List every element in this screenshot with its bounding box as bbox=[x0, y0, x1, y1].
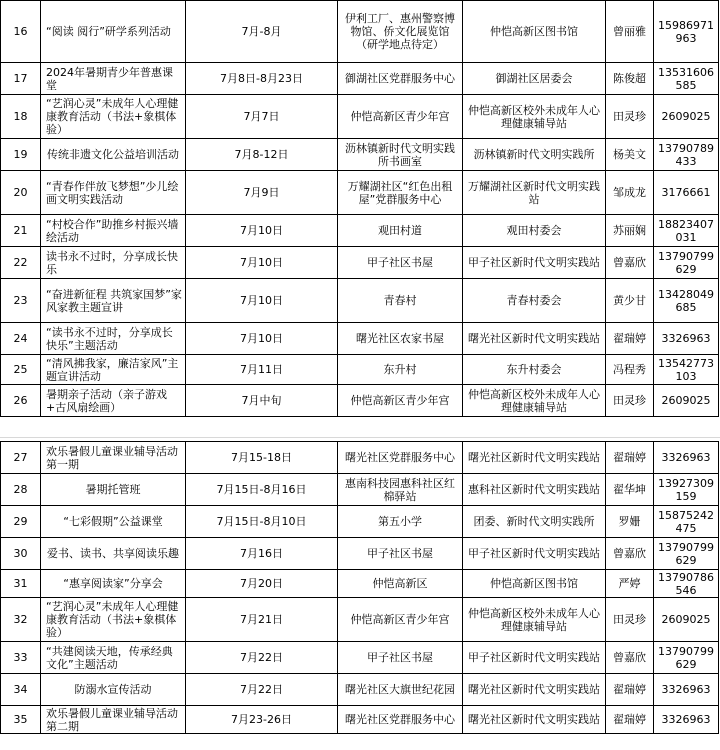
row-number: 35 bbox=[1, 706, 41, 734]
organizer: 甲子社区新时代文明实践站 bbox=[463, 642, 606, 674]
activity-name: “村校合作”助推乡村振兴墙绘活动 bbox=[41, 215, 186, 247]
activity-place: 曙光社区农家书屋 bbox=[338, 323, 463, 355]
table-row bbox=[1, 171, 719, 215]
table-row bbox=[1, 63, 719, 95]
activity-name: “艺润心灵”未成年人心理健康教育活动（书法+象棋体验） bbox=[41, 95, 186, 139]
activity-place: 仲恺高新区青少年宫 bbox=[338, 385, 463, 417]
organizer: 甲子社区新时代文明实践站 bbox=[463, 247, 606, 279]
contact-person: 曾丽雅 bbox=[606, 1, 654, 63]
row-number: 31 bbox=[1, 570, 41, 598]
activity-name: “七彩假期”公益课堂 bbox=[41, 506, 186, 538]
contact-phone: 13790786546 bbox=[654, 570, 719, 598]
activity-time: 7月11日 bbox=[186, 355, 338, 385]
table-row bbox=[1, 570, 719, 598]
activity-place: 甲子社区书屋 bbox=[338, 538, 463, 570]
row-number: 26 bbox=[1, 385, 41, 417]
contact-phone: 15875242475 bbox=[654, 506, 719, 538]
table-row bbox=[1, 95, 719, 139]
table-row bbox=[1, 139, 719, 171]
contact-phone: 3326963 bbox=[654, 323, 719, 355]
contact-person: 翟瑞婷 bbox=[606, 706, 654, 734]
row-number: 27 bbox=[1, 442, 41, 474]
organizer: 仲恺高新区校外未成年人心理健康辅导站 bbox=[463, 95, 606, 139]
activity-time: 7月22日 bbox=[186, 674, 338, 706]
contact-phone: 15986971963 bbox=[654, 1, 719, 63]
table-row bbox=[1, 474, 719, 506]
organizer: 曙光社区新时代文明实践站 bbox=[463, 442, 606, 474]
organizer: 仲恺高新区图书馆 bbox=[463, 570, 606, 598]
contact-phone: 3176661 bbox=[654, 171, 719, 215]
contact-person: 苏丽娴 bbox=[606, 215, 654, 247]
table-row bbox=[1, 323, 719, 355]
contact-person: 翟华坤 bbox=[606, 474, 654, 506]
contact-phone: 13790799629 bbox=[654, 642, 719, 674]
activity-name: “阅读 阅行”研学系列活动 bbox=[41, 1, 186, 63]
organizer: 曙光社区新时代文明实践站 bbox=[463, 323, 606, 355]
organizer: 仲恺高新区图书馆 bbox=[463, 1, 606, 63]
activity-place: 青春村 bbox=[338, 279, 463, 323]
row-number: 32 bbox=[1, 598, 41, 642]
contact-person: 翟瑞婷 bbox=[606, 442, 654, 474]
row-number: 34 bbox=[1, 674, 41, 706]
activity-time: 7月8日-8月23日 bbox=[186, 63, 338, 95]
table-row bbox=[1, 706, 719, 734]
contact-person: 田灵珍 bbox=[606, 95, 654, 139]
organizer: 沥林镇新时代文明实践所 bbox=[463, 139, 606, 171]
row-number: 20 bbox=[1, 171, 41, 215]
activity-time: 7月21日 bbox=[186, 598, 338, 642]
row-number: 29 bbox=[1, 506, 41, 538]
organizer: 仲恺高新区校外未成年人心理健康辅导站 bbox=[463, 385, 606, 417]
contact-person: 翟瑞婷 bbox=[606, 323, 654, 355]
activity-place: 观田村道 bbox=[338, 215, 463, 247]
activity-time: 7月10日 bbox=[186, 279, 338, 323]
row-number: 17 bbox=[1, 63, 41, 95]
contact-phone: 18823407031 bbox=[654, 215, 719, 247]
contact-phone: 13428049685 bbox=[654, 279, 719, 323]
table-row bbox=[1, 642, 719, 674]
activity-name: 欢乐暑假儿童课业辅导活动第一期 bbox=[41, 442, 186, 474]
row-number: 21 bbox=[1, 215, 41, 247]
contact-person: 曾嘉欣 bbox=[606, 642, 654, 674]
table-row bbox=[1, 215, 719, 247]
activity-time: 7月23-26日 bbox=[186, 706, 338, 734]
activity-name: 暑期亲子活动（亲子游戏+古风扇绘画） bbox=[41, 385, 186, 417]
row-number: 23 bbox=[1, 279, 41, 323]
activity-name: “奋进新征程 共筑家国梦”家风家教主题宣讲 bbox=[41, 279, 186, 323]
row-number: 28 bbox=[1, 474, 41, 506]
activity-time: 7月9日 bbox=[186, 171, 338, 215]
contact-phone: 2609025 bbox=[654, 598, 719, 642]
contact-person: 罗姗 bbox=[606, 506, 654, 538]
contact-phone: 2609025 bbox=[654, 385, 719, 417]
activity-place: 万耀湖社区“红色出租屋”党群服务中心 bbox=[338, 171, 463, 215]
row-number: 16 bbox=[1, 1, 41, 63]
contact-phone: 13790799629 bbox=[654, 538, 719, 570]
contact-person: 邹成龙 bbox=[606, 171, 654, 215]
row-number: 24 bbox=[1, 323, 41, 355]
organizer: 惠科社区新时代文明实践站 bbox=[463, 474, 606, 506]
activity-name: 防溺水宣传活动 bbox=[41, 674, 186, 706]
contact-person: 陈俊超 bbox=[606, 63, 654, 95]
row-number: 22 bbox=[1, 247, 41, 279]
organizer: 东升村委会 bbox=[463, 355, 606, 385]
activity-time: 7月15-18日 bbox=[186, 442, 338, 474]
activity-place: 惠南科技园惠科社区红棉驿站 bbox=[338, 474, 463, 506]
activity-place: 曙光社区大旗世纪花园 bbox=[338, 674, 463, 706]
table-row bbox=[1, 598, 719, 642]
activity-name: “青春作伴放飞梦想”少儿绘画文明实践活动 bbox=[41, 171, 186, 215]
activity-place: 仲恺高新区青少年宫 bbox=[338, 598, 463, 642]
organizer: 观田村委会 bbox=[463, 215, 606, 247]
activity-name: “清风拂我家，廉洁家风”主题宣讲活动 bbox=[41, 355, 186, 385]
activity-time: 7月15日-8月16日 bbox=[186, 474, 338, 506]
contact-phone: 13531606585 bbox=[654, 63, 719, 95]
activity-table-lower bbox=[0, 441, 719, 734]
contact-person: 黄少甘 bbox=[606, 279, 654, 323]
activity-time: 7月10日 bbox=[186, 215, 338, 247]
activity-name: “惠享阅读家”分享会 bbox=[41, 570, 186, 598]
activity-time: 7月10日 bbox=[186, 247, 338, 279]
activity-time: 7月22日 bbox=[186, 642, 338, 674]
activity-place: 仲恺高新区青少年宫 bbox=[338, 95, 463, 139]
row-number: 18 bbox=[1, 95, 41, 139]
activity-place: 曙光社区党群服务中心 bbox=[338, 706, 463, 734]
activity-name: “读书永不过时，分享成长快乐”主题活动 bbox=[41, 323, 186, 355]
contact-phone: 2609025 bbox=[654, 95, 719, 139]
activity-name: 欢乐暑假儿童课业辅导活动第二期 bbox=[41, 706, 186, 734]
contact-person: 田灵珍 bbox=[606, 598, 654, 642]
activity-place: 第五小学 bbox=[338, 506, 463, 538]
activity-name: 暑期托管班 bbox=[41, 474, 186, 506]
contact-phone: 13790789433 bbox=[654, 139, 719, 171]
row-number: 30 bbox=[1, 538, 41, 570]
contact-phone: 13927309159 bbox=[654, 474, 719, 506]
page-divider bbox=[0, 437, 720, 438]
organizer: 仲恺高新区校外未成年人心理健康辅导站 bbox=[463, 598, 606, 642]
contact-person: 冯程秀 bbox=[606, 355, 654, 385]
activity-time: 7月8-12日 bbox=[186, 139, 338, 171]
organizer: 团委、新时代文明实践所 bbox=[463, 506, 606, 538]
contact-person: 曾嘉欣 bbox=[606, 538, 654, 570]
table-row bbox=[1, 279, 719, 323]
activity-place: 伊利工厂、惠州警察博物馆、侨文化展览馆（研学地点待定） bbox=[338, 1, 463, 63]
activity-place: 甲子社区书屋 bbox=[338, 247, 463, 279]
contact-person: 翟瑞婷 bbox=[606, 674, 654, 706]
contact-person: 严婷 bbox=[606, 570, 654, 598]
organizer: 曙光社区新时代文明实践站 bbox=[463, 706, 606, 734]
activity-place: 曙光社区党群服务中心 bbox=[338, 442, 463, 474]
activity-name: 2024年暑期青少年普惠课堂 bbox=[41, 63, 186, 95]
activity-place: 甲子社区书屋 bbox=[338, 642, 463, 674]
table-row bbox=[1, 674, 719, 706]
table-row bbox=[1, 442, 719, 474]
organizer: 青春村委会 bbox=[463, 279, 606, 323]
contact-person: 田灵珍 bbox=[606, 385, 654, 417]
row-number: 33 bbox=[1, 642, 41, 674]
contact-person: 曾嘉欣 bbox=[606, 247, 654, 279]
organizer: 万耀湖社区新时代文明实践站 bbox=[463, 171, 606, 215]
organizer: 御湖社区居委会 bbox=[463, 63, 606, 95]
activity-time: 7月16日 bbox=[186, 538, 338, 570]
table-row bbox=[1, 538, 719, 570]
contact-person: 杨美文 bbox=[606, 139, 654, 171]
contact-phone: 3326963 bbox=[654, 674, 719, 706]
row-number: 25 bbox=[1, 355, 41, 385]
activity-name: “艺润心灵”未成年人心理健康教育活动（书法+象棋体验） bbox=[41, 598, 186, 642]
activity-place: 仲恺高新区 bbox=[338, 570, 463, 598]
contact-phone: 3326963 bbox=[654, 442, 719, 474]
activity-name: 读书永不过时，分享成长快乐 bbox=[41, 247, 186, 279]
activity-name: 传统非遗文化公益培训活动 bbox=[41, 139, 186, 171]
activity-time: 7月中旬 bbox=[186, 385, 338, 417]
table-row bbox=[1, 355, 719, 385]
activity-name: 爱书、读书、共享阅读乐趣 bbox=[41, 538, 186, 570]
activity-place: 沥林镇新时代文明实践所书画室 bbox=[338, 139, 463, 171]
row-number: 19 bbox=[1, 139, 41, 171]
organizer: 甲子社区新时代文明实践站 bbox=[463, 538, 606, 570]
table-row bbox=[1, 506, 719, 538]
contact-phone: 13542773103 bbox=[654, 355, 719, 385]
organizer: 曙光社区新时代文明实践站 bbox=[463, 674, 606, 706]
table-row bbox=[1, 1, 719, 63]
activity-time: 7月10日 bbox=[186, 323, 338, 355]
activity-place: 东升村 bbox=[338, 355, 463, 385]
activity-time: 7月15日-8月10日 bbox=[186, 506, 338, 538]
activity-time: 7月-8月 bbox=[186, 1, 338, 63]
contact-phone: 3326963 bbox=[654, 706, 719, 734]
activity-place: 御湖社区党群服务中心 bbox=[338, 63, 463, 95]
table-row bbox=[1, 385, 719, 417]
activity-name: “共建阅读天地，传承经典文化”主题活动 bbox=[41, 642, 186, 674]
table-row bbox=[1, 247, 719, 279]
activity-time: 7月20日 bbox=[186, 570, 338, 598]
contact-phone: 13790799629 bbox=[654, 247, 719, 279]
activity-time: 7月7日 bbox=[186, 95, 338, 139]
